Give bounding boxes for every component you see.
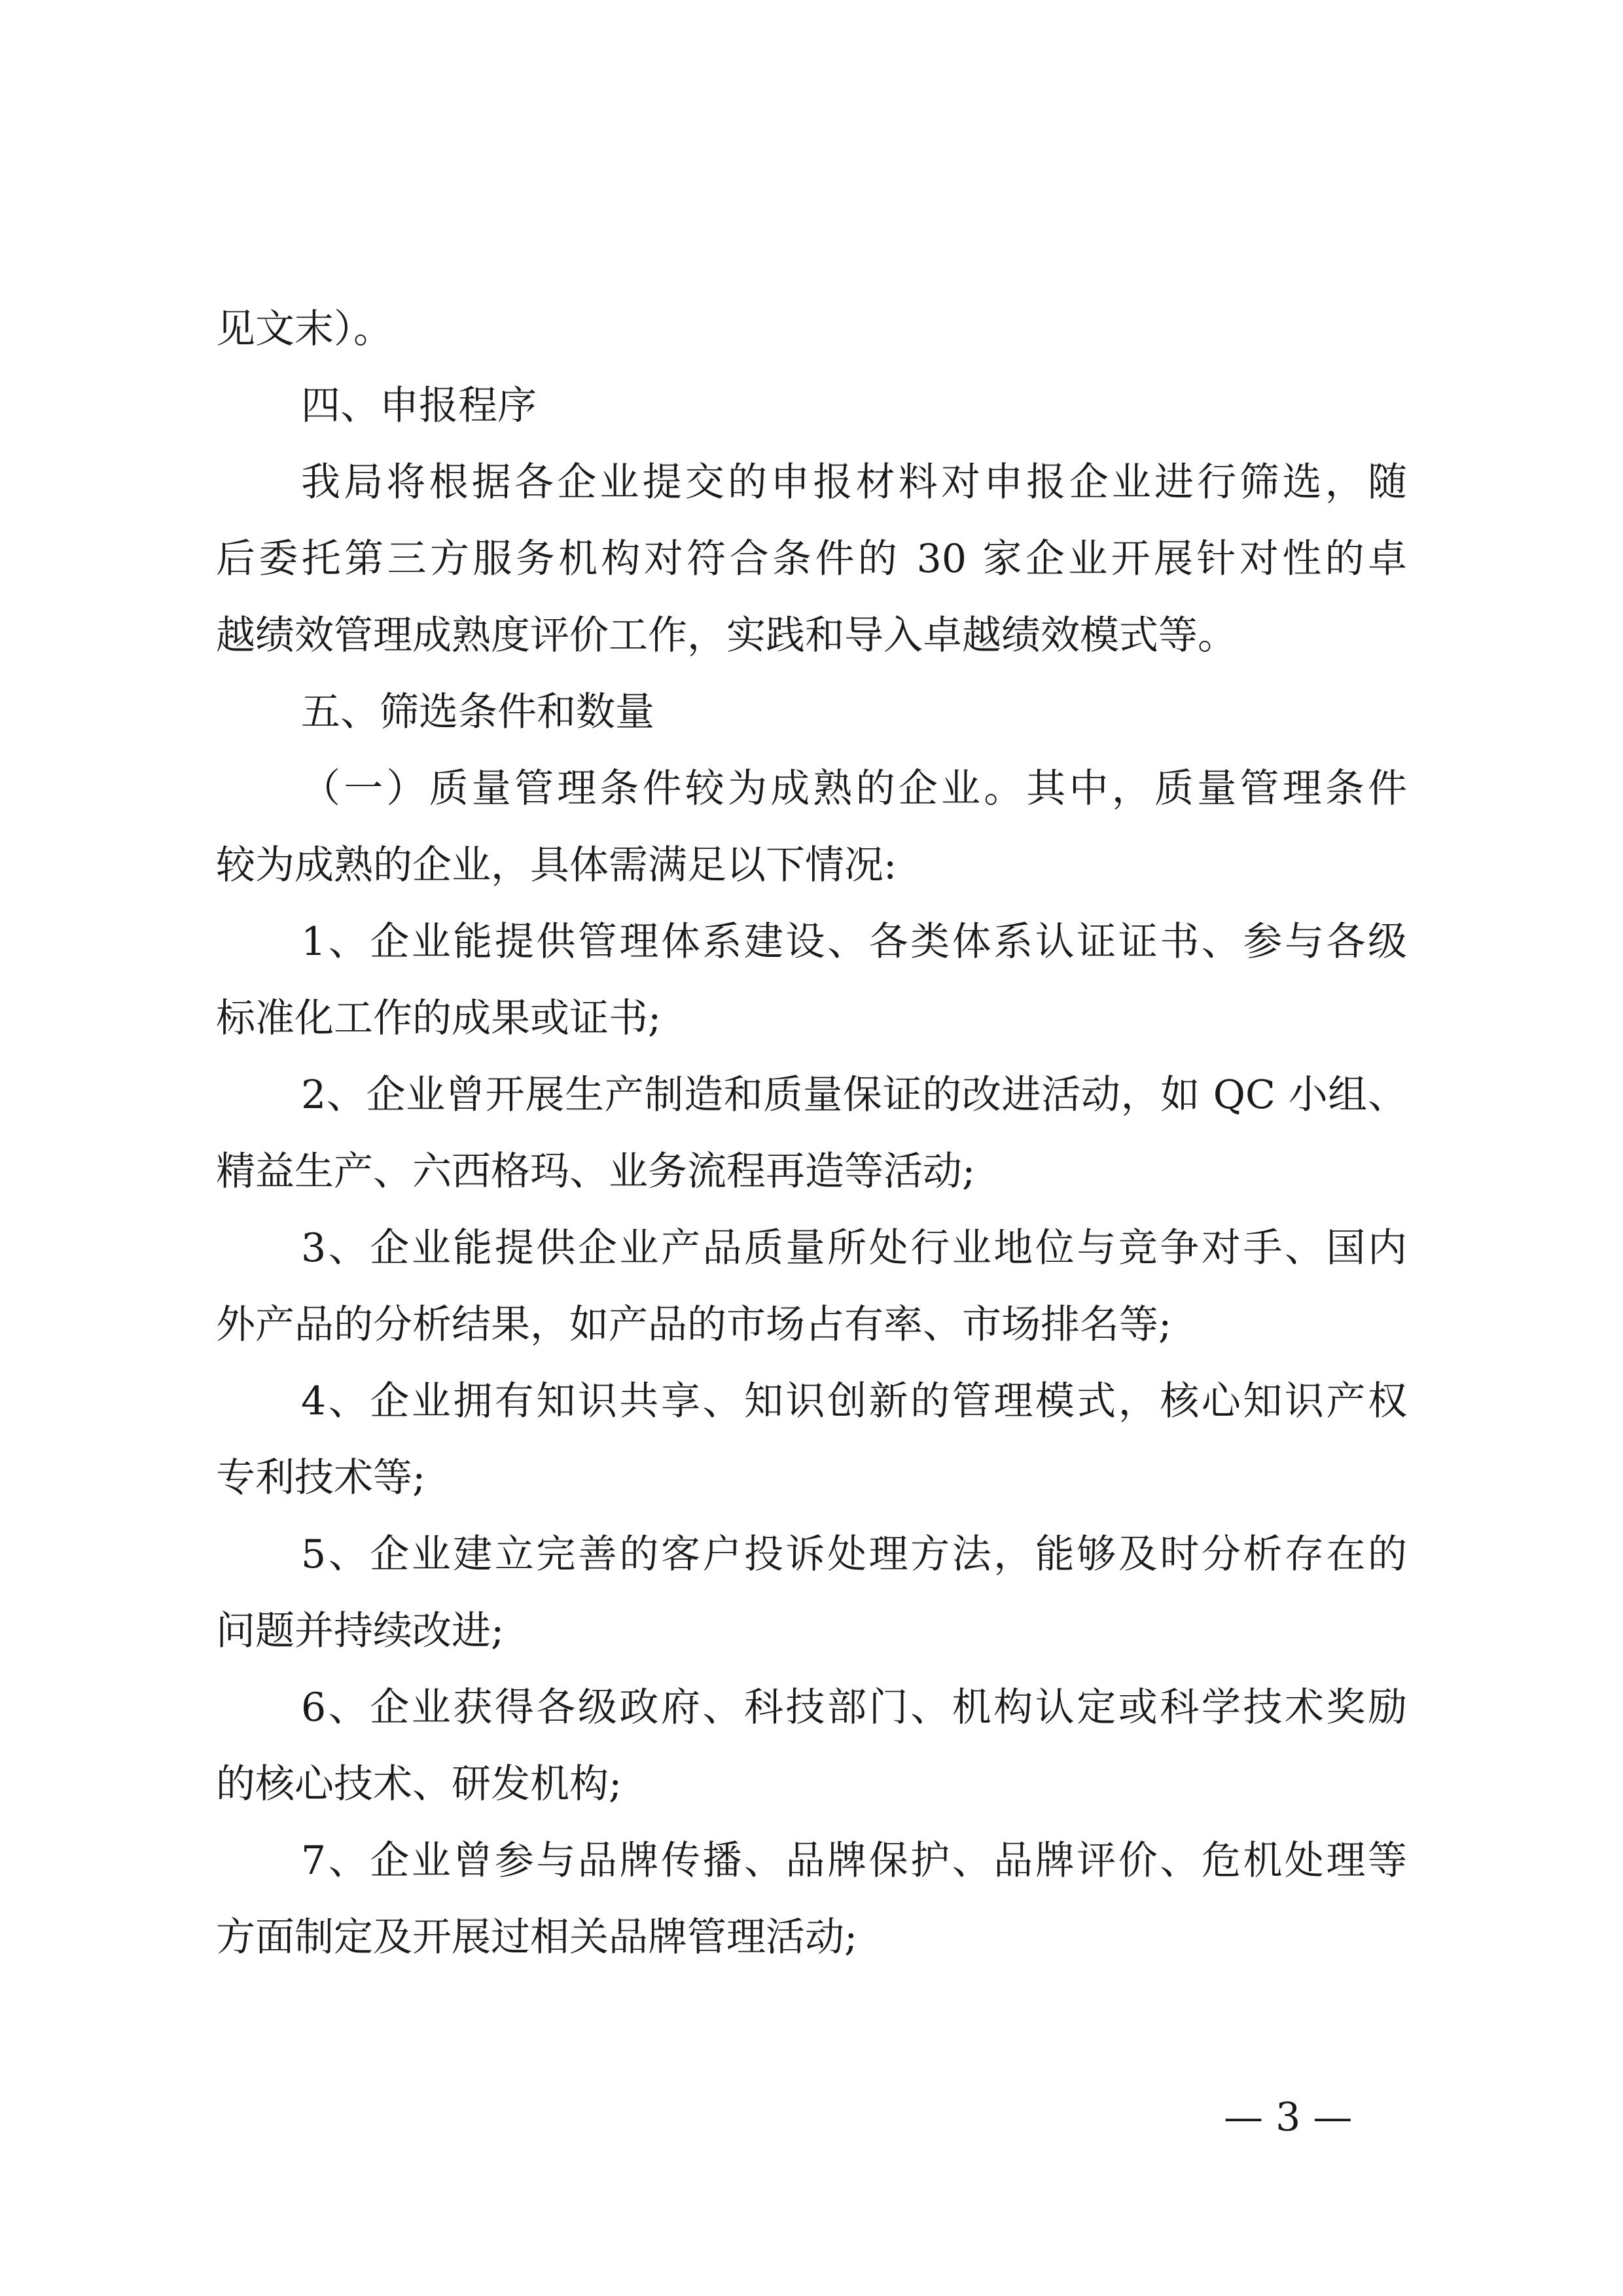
paragraph-line: 越绩效管理成熟度评价工作，实践和导入卓越绩效模式等。 bbox=[216, 613, 1237, 658]
list-item-7-cont: 方面制定及开展过相关品牌管理活动; bbox=[216, 1914, 858, 1960]
page-number: — 3 — bbox=[1224, 2094, 1353, 2140]
paragraph-line: 后委托第三方服务机构对符合条件的 30 家企业开展针对性的卓 bbox=[216, 536, 1407, 582]
section-heading-4: 四、申报程序 bbox=[301, 383, 537, 429]
continuation-line: 见文末）。 bbox=[216, 306, 393, 352]
list-item-1: 1、企业能提供管理体系建设、各类体系认证证书、参与各级 bbox=[301, 919, 1407, 965]
list-item-2: 2、企业曾开展生产制造和质量保证的改进活动，如 QC 小组、 bbox=[301, 1072, 1407, 1118]
list-item-6-cont: 的核心技术、研发机构; bbox=[216, 1761, 622, 1807]
paragraph-line: （一）质量管理条件较为成熟的企业。其中，质量管理条件 bbox=[301, 766, 1407, 812]
paragraph-line: 我局将根据各企业提交的申报材料对申报企业进行筛选，随 bbox=[301, 459, 1407, 505]
paragraph-line: 较为成熟的企业，具体需满足以下情况: bbox=[216, 842, 897, 888]
list-item-7: 7、企业曾参与品牌传播、品牌保护、品牌评价、危机处理等 bbox=[301, 1838, 1407, 1884]
list-item-4-cont: 专利技术等; bbox=[216, 1455, 426, 1501]
body-text bbox=[216, 291, 1407, 1976]
list-item-6: 6、企业获得各级政府、科技部门、机构认定或科学技术奖励 bbox=[301, 1685, 1407, 1731]
list-item-4: 4、企业拥有知识共享、知识创新的管理模式，核心知识产权 bbox=[301, 1378, 1407, 1424]
list-item-1-cont: 标准化工作的成果或证书; bbox=[216, 996, 662, 1041]
section-heading-5: 五、筛选条件和数量 bbox=[301, 689, 654, 735]
list-item-5: 5、企业建立完善的客户投诉处理方法，能够及时分析存在的 bbox=[301, 1532, 1407, 1577]
list-item-2-cont: 精益生产、六西格玛、业务流程再造等活动; bbox=[216, 1149, 976, 1194]
list-item-5-cont: 问题并持续改进; bbox=[216, 1608, 505, 1654]
list-item-3: 3、企业能提供企业产品质量所处行业地位与竞争对手、国内 bbox=[301, 1225, 1407, 1271]
list-item-3-cont: 外产品的分析结果，如产品的市场占有率、市场排名等; bbox=[216, 1302, 1172, 1348]
